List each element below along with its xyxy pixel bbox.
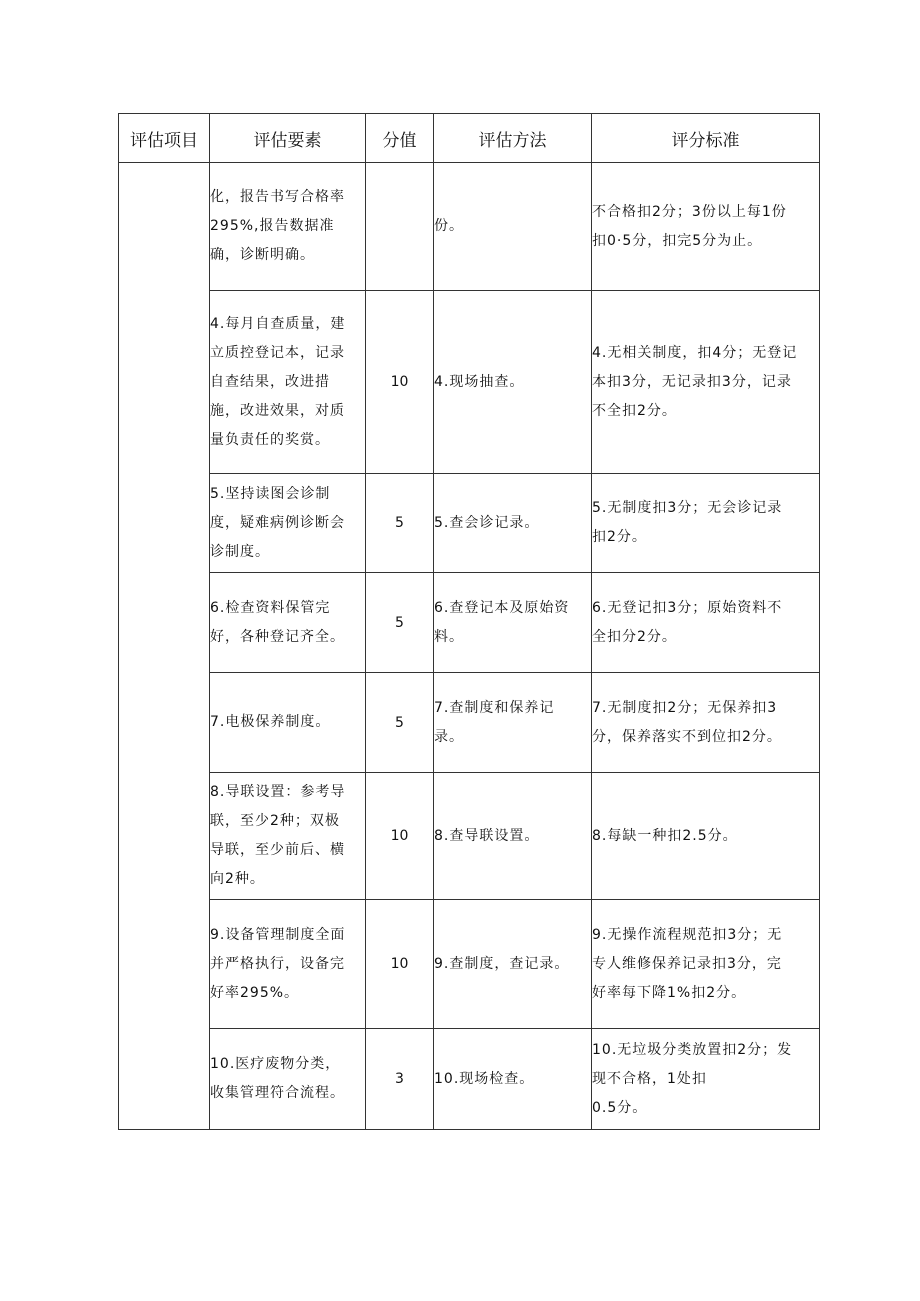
- cell-line: 份。: [434, 218, 464, 234]
- cell-line: 10.医疗废物分类，: [210, 1056, 341, 1072]
- method-cell: [434, 163, 592, 291]
- element-cell: [210, 291, 366, 474]
- criteria-cell: [592, 291, 820, 474]
- score-cell: 5: [366, 673, 434, 773]
- cell-line: 9.无操作流程规范扣3分；无: [592, 926, 783, 943]
- cell-line: 好，各种登记齐全。: [210, 628, 345, 645]
- cell-line: 4.无相关制度，扣4分；无登记: [592, 344, 798, 361]
- cell-line: 专人维修保养记录扣3分，完: [592, 955, 782, 972]
- cell-line: 联，至少2种；双极: [210, 813, 340, 829]
- cell-line: 4.每月自查质量，建: [210, 315, 346, 332]
- cell-line: 不全扣2分。: [592, 402, 677, 419]
- method-cell: [434, 474, 592, 573]
- table-row: [119, 773, 820, 900]
- element-cell: [210, 1029, 366, 1130]
- element-cell: [210, 163, 366, 291]
- cell-line: 好率295%。: [210, 984, 300, 1001]
- table-row: [119, 474, 820, 573]
- method-cell: [434, 1029, 592, 1130]
- cell-line: 收集管理符合流程。: [210, 1085, 345, 1101]
- cell-line: 好率每下降1%扣2分。: [592, 984, 747, 1001]
- cell-line: 本扣3分，无记录扣3分，记录: [592, 373, 792, 390]
- criteria-cell: [592, 474, 820, 573]
- cell-line: 料。: [434, 628, 464, 645]
- element-cell: [210, 773, 366, 900]
- criteria-cell: [592, 773, 820, 900]
- cell-line: 8.查导联设置。: [434, 827, 540, 844]
- header-score: 分值: [366, 114, 434, 163]
- table-row: [119, 1029, 820, 1130]
- header-row: [119, 114, 820, 163]
- cell-line: 10.无垃圾分类放置扣2分；发: [592, 1041, 793, 1058]
- cell-line: 7.查制度和保养记: [434, 699, 555, 716]
- method-cell: [434, 900, 592, 1029]
- table-row: [119, 673, 820, 773]
- score-cell: 5: [366, 573, 434, 673]
- header-item: 评估项目: [119, 114, 210, 163]
- cell-line: 10.现场检查。: [434, 1070, 535, 1087]
- cell-line: 9.查制度，查记录。: [434, 955, 570, 972]
- item-cell: [119, 163, 210, 1130]
- score-cell: 10: [366, 773, 434, 900]
- method-cell: [434, 291, 592, 474]
- table-row: [119, 163, 820, 291]
- cell-line: 7.无制度扣2分；无保养扣3: [592, 699, 778, 716]
- cell-line: 量负责任的奖赏。: [210, 431, 330, 448]
- method-cell: [434, 573, 592, 673]
- table-row: [119, 900, 820, 1029]
- element-cell: [210, 900, 366, 1029]
- cell-line: 8.每缺一种扣2.5分。: [592, 827, 738, 844]
- header-criteria: 评分标准: [592, 114, 820, 163]
- header-method: 评估方法: [434, 114, 592, 163]
- cell-line: 施，改进效果，对质: [210, 402, 345, 419]
- score-cell: [366, 163, 434, 291]
- table-body: [119, 163, 820, 1130]
- score-cell: 10: [366, 900, 434, 1029]
- element-cell: [210, 673, 366, 773]
- cell-line: 化，报告书写合格率: [210, 189, 345, 205]
- cell-line: 4.现场抽查。: [434, 373, 525, 390]
- cell-line: 并严格执行，设备完: [210, 955, 345, 972]
- cell-line: 立质控登记本，记录: [210, 344, 345, 361]
- cell-line: 8.导联设置：参考导: [210, 784, 346, 800]
- cell-line: 9.设备管理制度全面: [210, 926, 346, 943]
- cell-line: 录。: [434, 728, 464, 745]
- cell-line: 6.检查资料保管完: [210, 599, 331, 616]
- cell-line: 6.无登记扣3分；原始资料不: [592, 599, 783, 616]
- cell-line: 现不合格，1处扣: [592, 1070, 707, 1087]
- criteria-cell: [592, 1029, 820, 1130]
- table-row: [119, 573, 820, 673]
- cell-line: 导联，至少前后、横: [210, 842, 345, 858]
- cell-line: 确，诊断明确。: [210, 247, 315, 263]
- table-row: [119, 291, 820, 474]
- element-cell: [210, 474, 366, 573]
- cell-line: 诊制度。: [210, 543, 270, 560]
- cell-line: 6.查登记本及原始资: [434, 599, 570, 616]
- cell-line: 全扣分2分。: [592, 628, 677, 645]
- score-cell: 10: [366, 291, 434, 474]
- score-cell: 3: [366, 1029, 434, 1130]
- method-cell: [434, 673, 592, 773]
- cell-line: 不合格扣2分；3份以上每1份: [592, 203, 787, 220]
- cell-line: 5.无制度扣3分；无会诊记录: [592, 500, 783, 516]
- score-cell: 5: [366, 474, 434, 573]
- cell-line: 向2种。: [210, 871, 265, 887]
- criteria-cell: [592, 163, 820, 291]
- cell-line: 5.查会诊记录。: [434, 514, 540, 531]
- criteria-cell: [592, 573, 820, 673]
- header-element: 评估要素: [210, 114, 366, 163]
- cell-line: 7.电极保养制度。: [210, 714, 331, 730]
- cell-line: 295%,报告数据准: [210, 218, 335, 234]
- cell-line: 0.5分。: [592, 1099, 648, 1116]
- cell-line: 5.坚持读图会诊制: [210, 485, 331, 502]
- cell-line: 扣2分。: [592, 529, 647, 545]
- criteria-cell: [592, 673, 820, 773]
- element-cell: [210, 573, 366, 673]
- assessment-table: [118, 113, 820, 1130]
- cell-line: 分，保养落实不到位扣2分。: [592, 728, 782, 745]
- cell-line: 度，疑难病例诊断会: [210, 514, 345, 531]
- cell-line: 自查结果，改进措: [210, 373, 330, 390]
- cell-line: 扣0·5分，扣完5分为止。: [592, 232, 763, 249]
- criteria-cell: [592, 900, 820, 1029]
- method-cell: [434, 773, 592, 900]
